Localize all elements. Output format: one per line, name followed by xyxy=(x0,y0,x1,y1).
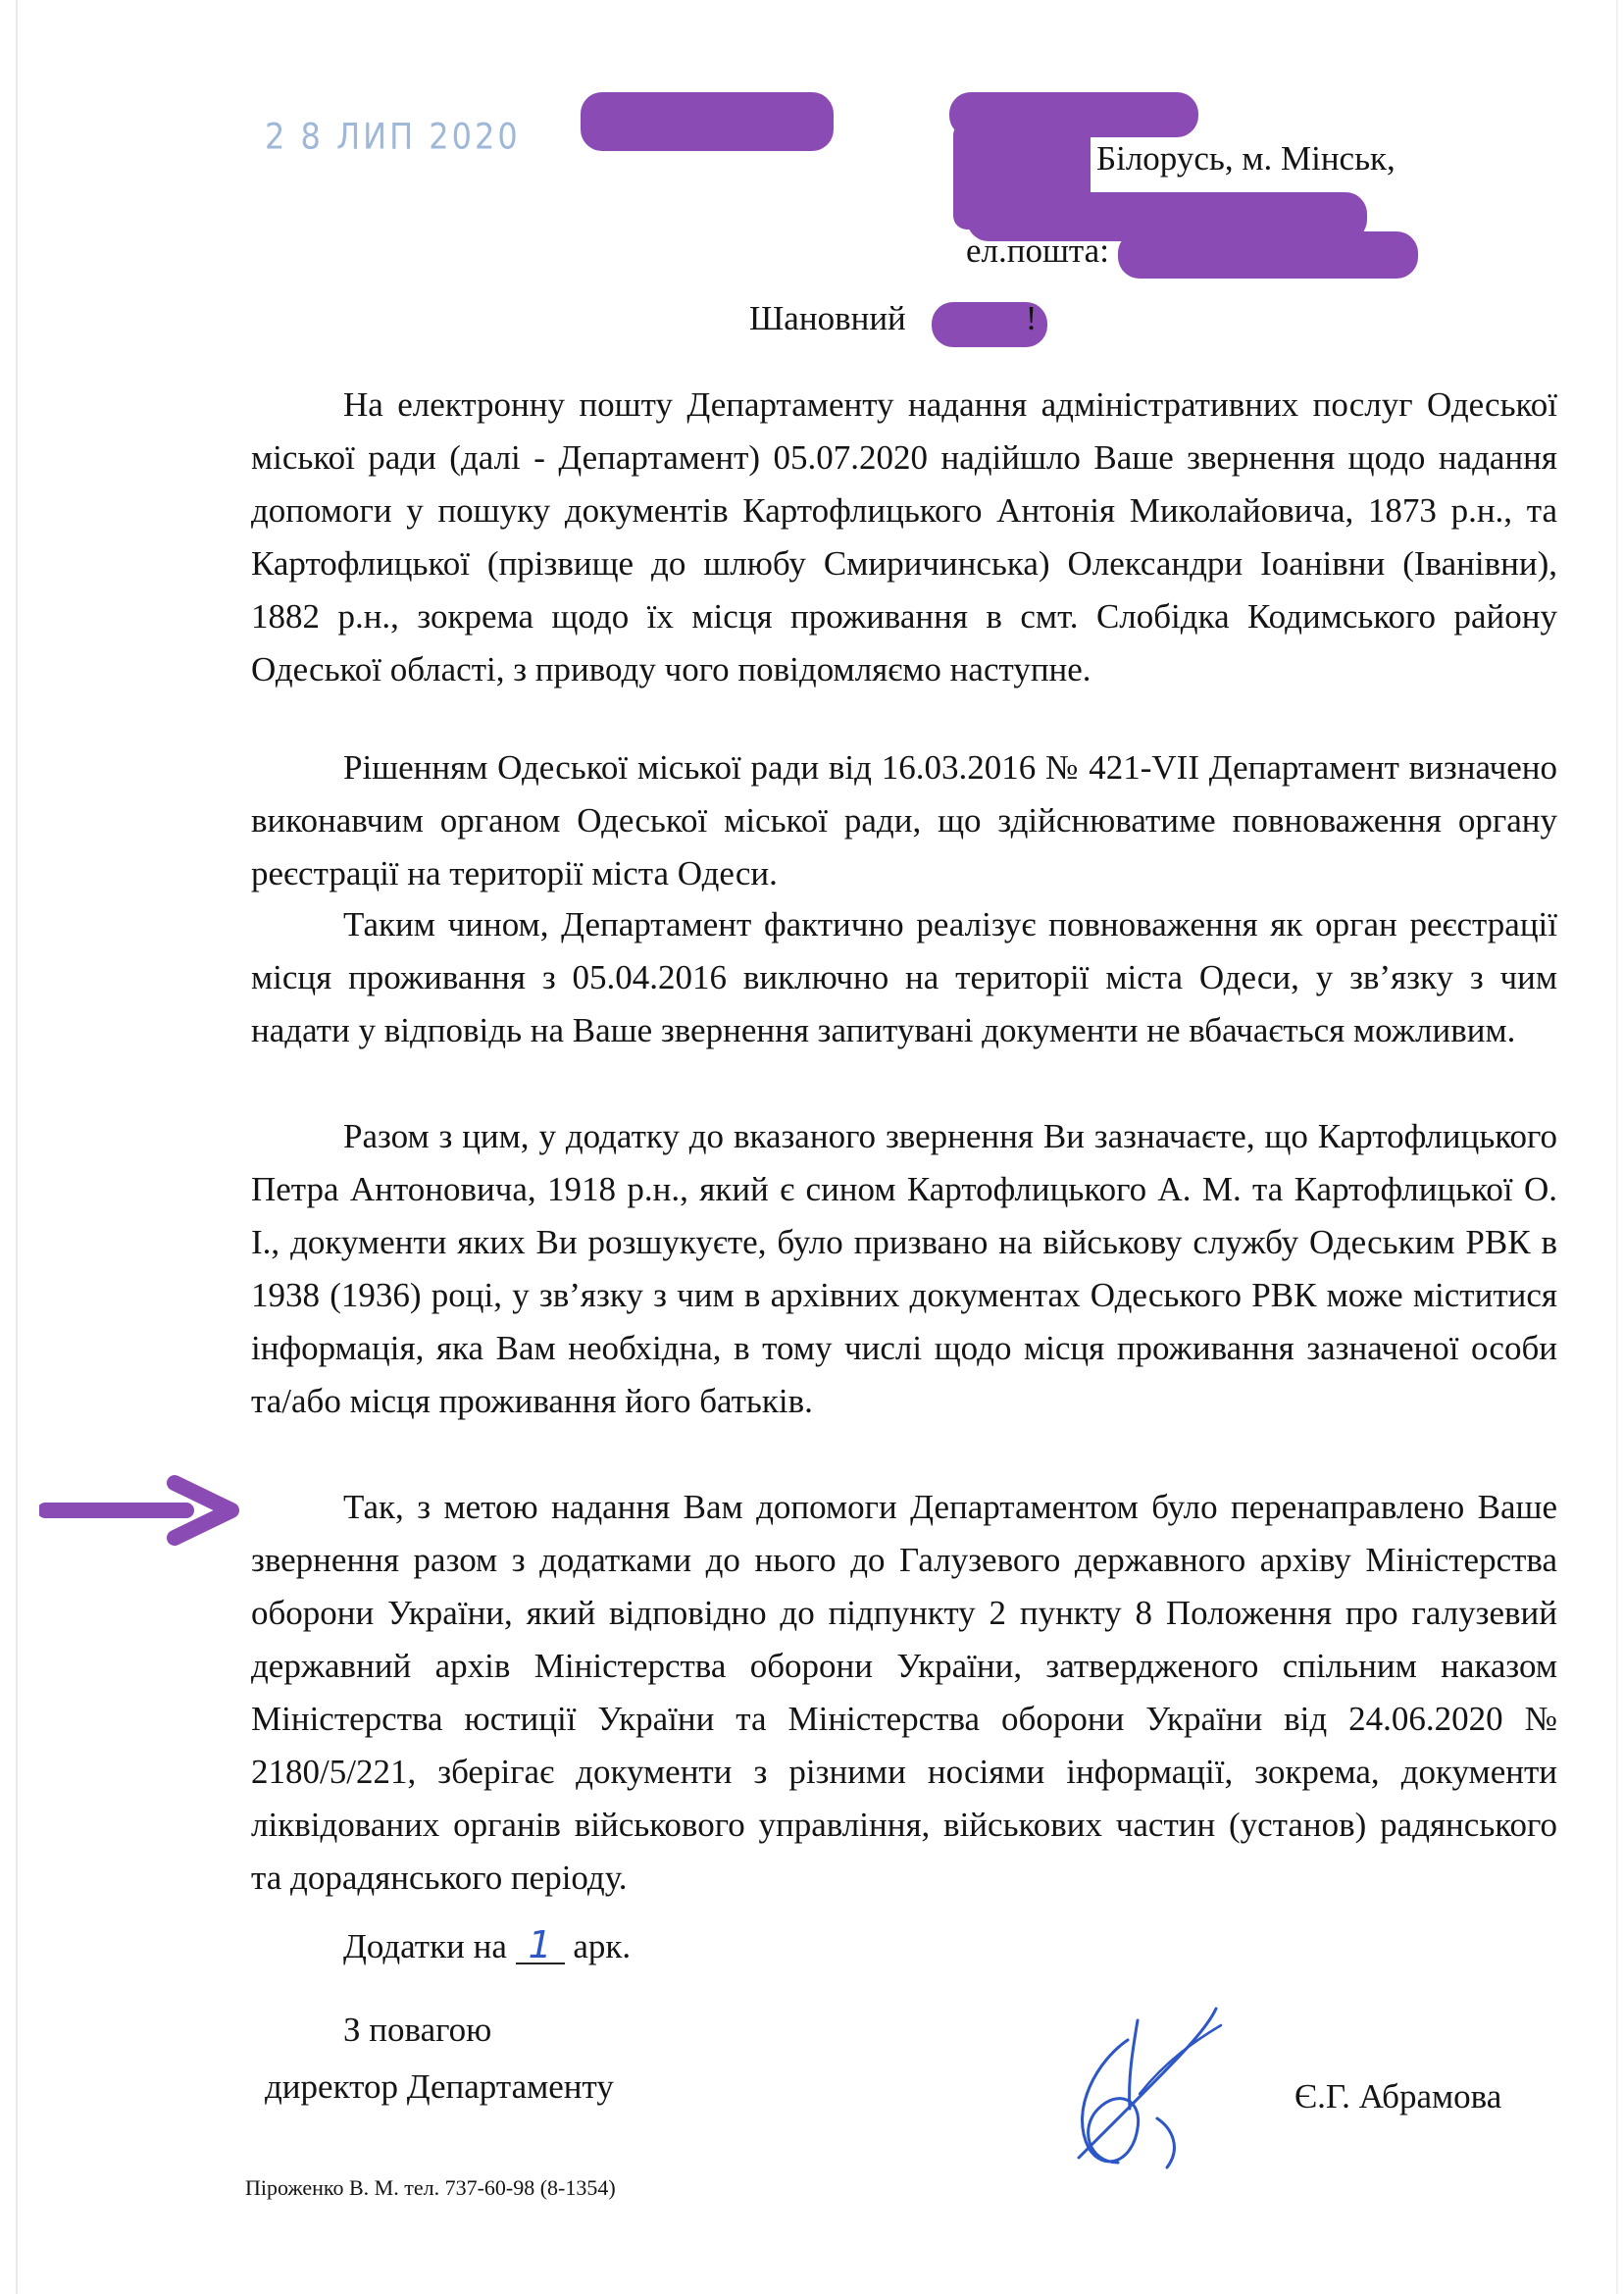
paragraph-jurisdiction xyxy=(251,898,1557,1057)
salutation xyxy=(749,299,1037,338)
email-label: ел.пошта: xyxy=(966,231,1109,270)
attachments-prefix: Додатки на xyxy=(343,1927,507,1965)
paragraph-text: Рішенням Одеської міської ради від 16.03.2016 № 421-VII Департамент визначено виконавчим органом Одеської міської ради, що здійснюватиме повноваження органу реєстрації на території міста Одеси. xyxy=(251,748,1557,892)
signer-name: Є.Г. Абрамова xyxy=(1294,2077,1502,2116)
paragraph-request-received xyxy=(251,379,1557,696)
paragraph-forwarded-to-archive xyxy=(251,1481,1557,1905)
redaction-recipient-name xyxy=(581,92,834,151)
attachments-suffix: арк. xyxy=(573,1927,632,1965)
paragraph-text: Разом з цим, у додатку до вказаного звернення Ви зазначаєте, що Картофлицького Петра Антоновича, 1918 р.н., який є сином Картофлицького А. М. та Картофлицької О. І., документи яких Ви розшукуєте, було призвано на військову службу Одеським РВК в 1938 (1936) році, у зв’язку з чим в архівних документах Одеського РВК може міститися інформація, яка Вам необхідна, в тому числі щодо місця проживання зазначеної особи та/або місця проживання його батьків. xyxy=(251,1117,1557,1420)
redaction-email xyxy=(1118,231,1418,279)
closing-regards: З повагою xyxy=(343,2011,492,2049)
attachments-line xyxy=(343,1923,632,1966)
attachments-count: 1 xyxy=(516,1927,565,1964)
received-date-stamp: 2 8 ЛИП 2020 xyxy=(265,115,521,158)
executor-contact: Піроженко В. М. тел. 737-60-98 (8-1354) xyxy=(245,2175,616,2200)
arrow-annotation-icon xyxy=(39,1471,245,1550)
paragraph-council-decision xyxy=(251,741,1557,900)
paragraph-military-service xyxy=(251,1110,1557,1428)
paragraph-text: На електронну пошту Департаменту надання адміністративних послуг Одеської міської ради (далі - Департамент) 05.07.2020 надійшло Ваше звернення щодо надання допомоги у пошуку документів Картофлицького Антонія Миколайовича, 1873 р.н., та Картофлицької (прізвище до шлюбу Смиричинська) Олександри Іоанівни (Іванівни), 1882 р.н., зокрема щодо їх місця проживання в смт. Слобідка Кодимського району Одеської області, з приводу чого повідомляємо наступне. xyxy=(251,385,1557,688)
scan-left-edge xyxy=(16,0,18,2294)
scan-right-edge xyxy=(1616,0,1618,2294)
salutation-ending: ! xyxy=(1025,299,1038,337)
paragraph-text: Так, з метою надання Вам допомоги Департаментом було перенаправлено Ваше звернення разом з додатками до нього до Галузевого державного архіву Міністерства оборони України, який відповідно до підпункту 2 пункту 8 Положення про галузевий державний архів Міністерства оборони України, затвердженого спільним наказом Міністерства юстиції України та Міністерства оборони України від 24.06.2020 № 2180/5/221, зберігає документи з різними носіями інформації, зокрема, документи ліквідованих органів військового управління, військових частин (установ) радянського та дорадянського періоду. xyxy=(251,1488,1557,1897)
signer-position: директор Департаменту xyxy=(265,2067,614,2106)
salutation-greeting: Шановний xyxy=(749,299,906,337)
paragraph-text: Таким чином, Департамент фактично реалізує повноваження як орган реєстрації місця проживання з 05.04.2016 виключно на території міста Одеси, у зв’язку з чим надати у відповідь на Ваше звернення запитувані документи не вбачається можливим. xyxy=(251,905,1557,1049)
handwritten-signature xyxy=(1059,2001,1236,2177)
address-country-city: Білорусь, м. Мінськ, xyxy=(1096,139,1396,178)
